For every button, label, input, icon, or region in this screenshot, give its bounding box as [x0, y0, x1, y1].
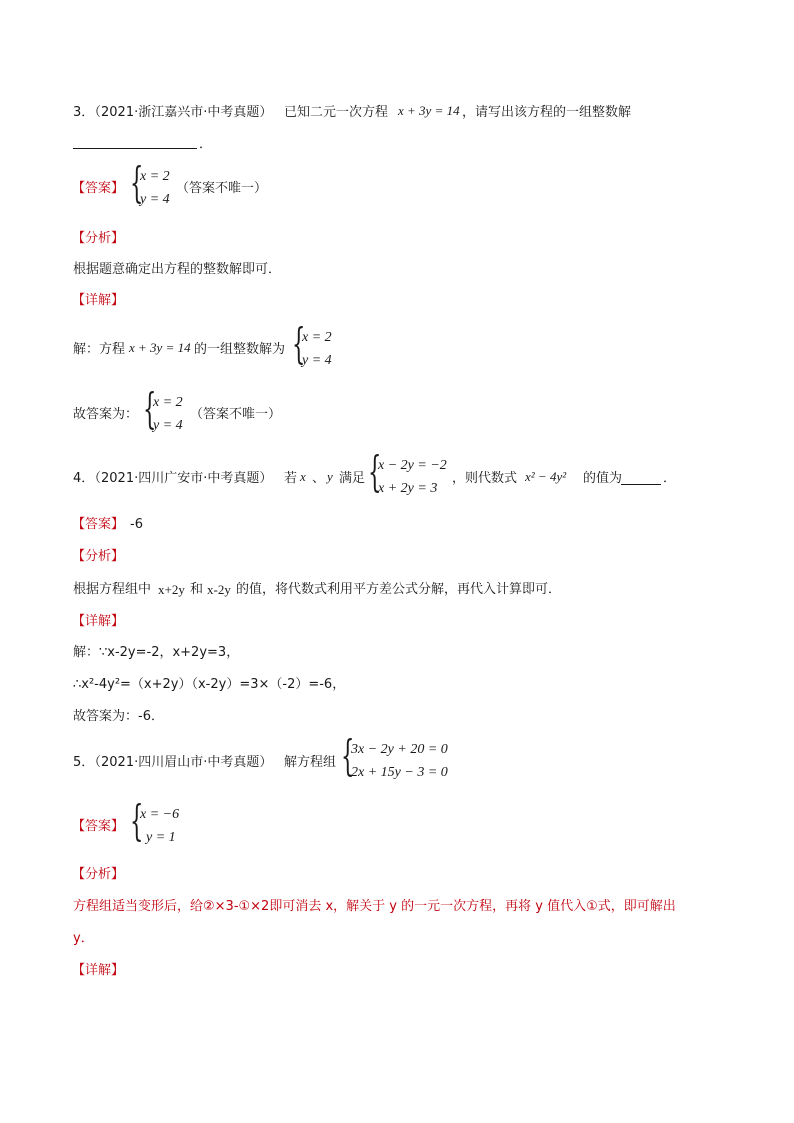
q5-answer-row2: y = 1	[146, 830, 176, 845]
q5-source: （2021·四川眉山市·中考真题）	[88, 755, 273, 770]
q3-answer-row2: y = 4	[140, 192, 170, 207]
q4-blank-end: ．	[663, 471, 677, 486]
brace-icon: {	[130, 796, 144, 845]
q3-detail-label: 【详解】	[72, 293, 125, 308]
q3-final-pre: 故答案为：	[73, 407, 139, 422]
brace-icon: {	[368, 447, 382, 496]
q5-answer-label: 【答案】	[72, 819, 125, 834]
q5-analysis-label: 【分析】	[72, 867, 125, 882]
q4-analysis-e1: x+2y	[158, 582, 185, 597]
q3-answer-blank	[73, 148, 197, 149]
q4-answer-blank	[621, 484, 661, 485]
q3-analysis-text: 根据题意确定出方程的整数解即可．	[73, 262, 282, 277]
q4-sys-row2: x + 2y = 3	[378, 481, 438, 496]
brace-icon: {	[341, 731, 355, 780]
q4-stem-post: ，则代数式	[452, 471, 518, 486]
q3-final-row2: y = 4	[153, 418, 183, 433]
brace-icon: {	[292, 319, 306, 368]
q4-analysis-pre: 根据方程组中	[73, 582, 152, 597]
brace-icon: {	[130, 158, 144, 207]
q3-answer-label: 【答案】	[72, 181, 125, 196]
q3-number: 3．	[73, 105, 95, 120]
q5-stem-pre: 解方程组	[284, 755, 337, 770]
q4-number: 4．	[73, 471, 95, 486]
q3-detail-pre: 解：方程	[73, 342, 126, 357]
q4-sep: 、	[312, 471, 326, 486]
q4-detail-line1: 解：∵x-2y=-2，x+2y=3，	[73, 645, 240, 660]
q5-sys-row1: 3x − 2y + 20 = 0	[351, 742, 448, 757]
q4-stem-end: 的值为	[583, 471, 623, 486]
q4-var-y: y	[327, 469, 333, 484]
q3-answer-row1: x = 2	[140, 169, 170, 184]
q4-detail-label: 【详解】	[72, 614, 125, 629]
q3-analysis-label: 【分析】	[72, 231, 125, 246]
q4-source: （2021·四川广安市·中考真题）	[88, 471, 273, 486]
q4-detail-line2: ∴x²-4y²=（x+2y）（x-2y）=3×（-2）=-6，	[73, 677, 346, 692]
q4-answer-value: -6	[130, 517, 143, 532]
q3-detail-eq: x + 3y = 14	[129, 340, 191, 355]
q4-detail-line3: 故答案为：-6．	[73, 709, 164, 724]
q4-stem-ruo: 若	[284, 471, 298, 486]
q4-sys-row1: x − 2y = −2	[378, 458, 447, 473]
q3-source: （2021·浙江嘉兴市·中考真题）	[88, 105, 273, 120]
q3-detail-row1: x = 2	[302, 330, 332, 345]
q3-detail-row2: y = 4	[302, 353, 332, 368]
q3-stem-pre: 已知二元一次方程	[284, 105, 389, 120]
q3-blank-end: ．	[199, 137, 213, 152]
q5-analysis-line1: 方程组适当变形后，给②×3-①×2即可消去 x，解关于 y 的一元一次方程，再将 y 值代入①式，即可解出	[73, 899, 676, 914]
brace-icon: {	[143, 384, 157, 433]
q4-analysis-mid: 和	[190, 582, 204, 597]
q4-expr: x² − 4y²	[525, 469, 567, 484]
q5-sys-row2: 2x + 15y − 3 = 0	[351, 765, 448, 780]
q5-number: 5．	[73, 755, 95, 770]
q5-detail-label: 【详解】	[72, 963, 125, 978]
q4-analysis-label: 【分析】	[72, 549, 125, 564]
q3-detail-post: 的一组整数解为	[194, 342, 286, 357]
q5-answer-row1: x = −6	[140, 807, 180, 822]
q3-final-note: （答案不唯一）	[190, 407, 282, 422]
q3-stem-post: ，请写出该方程的一组整数解	[462, 105, 632, 120]
q4-answer-label: 【答案】	[72, 517, 125, 532]
q3-final-row1: x = 2	[153, 395, 183, 410]
q4-analysis-post: 的值，将代数式利用平方差公式分解，再代入计算即可．	[236, 582, 562, 597]
q4-var-x: x	[300, 469, 306, 484]
q3-answer-note: （答案不唯一）	[176, 181, 268, 196]
q4-stem-manzu: 满足	[339, 471, 366, 486]
q4-analysis-e2: x-2y	[207, 582, 231, 597]
q3-equation: x + 3y = 14	[398, 103, 460, 118]
q5-analysis-line2: y．	[73, 931, 94, 946]
